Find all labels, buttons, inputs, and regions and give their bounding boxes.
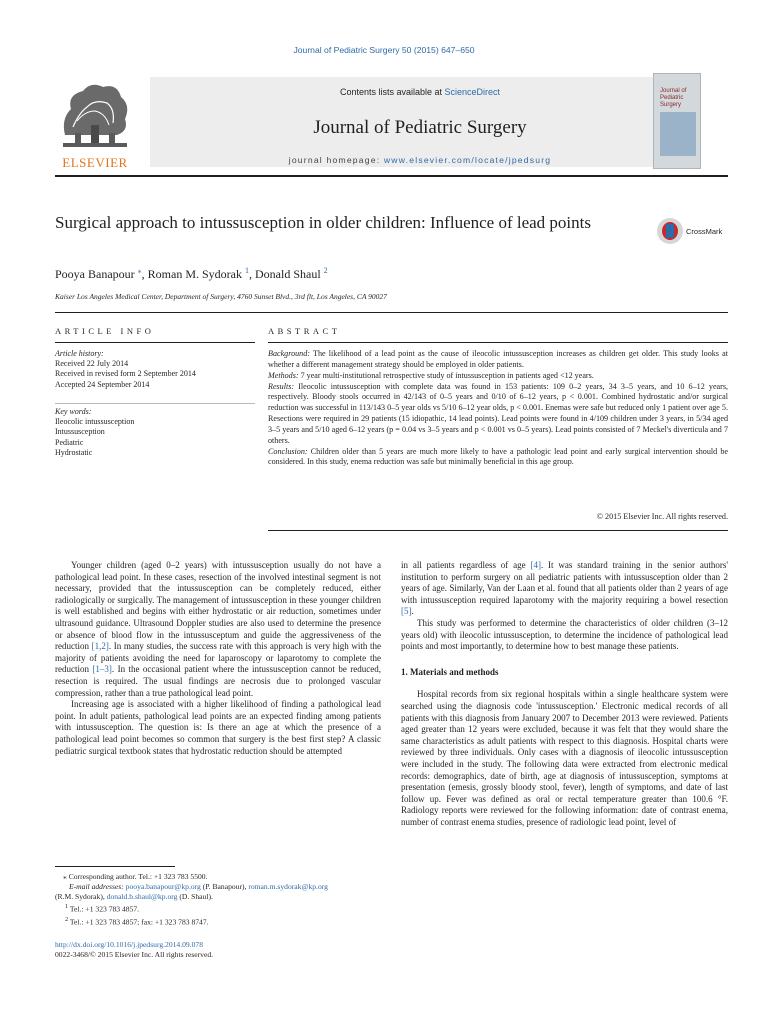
- author-1: Pooya Banapour: [55, 267, 138, 281]
- email-link[interactable]: pooya.banapour@kp.org: [125, 882, 201, 891]
- keyword-item: Intussusception: [55, 427, 105, 437]
- citation-link[interactable]: [1–3]: [92, 664, 112, 675]
- email-name: (R.M. Sydorak),: [55, 892, 107, 901]
- methods-label: Methods:: [268, 370, 299, 380]
- body-column-left: [55, 560, 381, 757]
- publisher-name: ELSEVIER: [62, 155, 128, 170]
- affiliation: Kaiser Los Angeles Medical Center, Department of Surgery, 4760 Sunset Blvd., 3rd flt, Los Angeles, CA 90027: [55, 292, 387, 301]
- citation-link[interactable]: [4]: [530, 560, 541, 570]
- history-label: Article history:: [55, 349, 104, 358]
- footnotes: [55, 872, 381, 927]
- keyword-item: Ileocolic intussusception: [55, 417, 135, 427]
- citation-link[interactable]: [5]: [401, 606, 412, 617]
- keywords-label: Key words:: [55, 407, 92, 416]
- abstract-rule: [268, 342, 728, 343]
- accepted-date: Accepted 24 September 2014: [55, 379, 150, 389]
- email-note-cont: [55, 892, 381, 902]
- results-text: Ileocolic intussusception with complete data was found in 153 patients: 109 0–2 years, 34 3–5 years, and 10 6–12 years, respectively. Bloody stools occurred in 42/143 of 0–5 years and 0/10 of 6–12 years, p < 0.001. Combined hydrostatic and/or surgical reduction was successful in 113/143 0–5 year olds vs 5/10 6–12 year olds, p < 0.001. Enemas were safe but reduced only 1 patient over age 5. Resections were required in 29 patients (15 idiopathic, 14 lead points). Lead points were found in 4/109 children under 3 years, in 5/34 aged 3–5 years and 5/10 aged 6–12 years (p = 0.04 vs 3–5 years and p < 0.001 vs 0–5 years). Lead points consisted of 7 Meckel's diverticula and 7 others.: [268, 381, 728, 445]
- doi-link[interactable]: http://dx.doi.org/10.1016/j.jpedsurg.2014.09.078: [55, 940, 204, 949]
- paragraph-text: Younger children (aged 0–2 years) with intussusception usually do not have a pathological lead point. In these cases, resection of the involved intestinal segment is not necessary, provided that the intussusception can be completely reduced, either radiologically or surgically. The management of intussusception in these younger children is well established and begins with either hydrostatic or air reduction, sometimes under ultrasound guidance. Ultrasound Doppler studies are also used to determine the presence or absence of blood flow in the intussusceptum and guide the aggressiveness of the reduction: [55, 560, 381, 652]
- fn2-mark: 2: [65, 915, 69, 923]
- email-note: [55, 882, 381, 892]
- abstract-results: [268, 382, 728, 447]
- author-list: [55, 266, 328, 282]
- footnote-2: [55, 915, 381, 928]
- corr-text: Corresponding author. Tel.: +1 323 783 5500.: [66, 872, 208, 881]
- journal-citation[interactable]: Journal of Pediatric Surgery 50 (2015) 647–650: [293, 45, 475, 55]
- masthead-box: [150, 77, 690, 167]
- journal-cover-thumbnail[interactable]: [653, 73, 701, 169]
- fn1-text: Tel.: +1 323 783 4857.: [68, 904, 140, 914]
- cover-title-line-1: Journal of: [660, 88, 687, 94]
- corresponding-author-note: [55, 872, 381, 882]
- contents-prefix: Contents lists available at: [339, 87, 445, 97]
- paragraph-text: in all patients regardless of age: [401, 560, 531, 570]
- footnote-1: [55, 902, 381, 915]
- homepage-link[interactable]: www.elsevier.com/locate/jpedsurg: [383, 155, 552, 165]
- body-paragraph: [55, 560, 381, 699]
- cover-image: [660, 112, 696, 156]
- masthead-journal-title: Journal of Pediatric Surgery: [313, 117, 527, 138]
- background-label: Background:: [268, 349, 310, 358]
- fn2-text: Tel.: +1 323 783 4857; fax: +1 323 783 8747.: [68, 917, 209, 927]
- homepage-line: [150, 155, 690, 165]
- homepage-label: journal homepage:: [288, 155, 384, 165]
- revised-date: Received in revised form 2 September 2014: [55, 369, 196, 379]
- author-2: , Roman M. Sydorak: [141, 267, 245, 281]
- author-3-mark[interactable]: 2: [323, 266, 328, 275]
- corr-mark: ⁎: [63, 872, 67, 881]
- received-date: Received 22 July 2014: [55, 359, 129, 369]
- article-info-heading: ARTICLE INFO: [55, 326, 155, 336]
- article-info-rule: [55, 342, 255, 343]
- email-name: (D. Shaul).: [177, 892, 213, 901]
- issn-line: 0022-3468/© 2015 Elsevier Inc. All rights reserved.: [55, 950, 214, 959]
- abstract-background: [268, 349, 728, 371]
- methods-text: 7 year multi-institutional retrospective study of intussusception in patients aged <12 years.: [298, 370, 594, 380]
- section-heading: 1. Materials and methods: [401, 666, 499, 677]
- footnote-rule: [55, 866, 175, 867]
- cover-title-line-2: Pediatric Surgery: [660, 95, 684, 108]
- email-name: (P. Banapour),: [200, 882, 249, 891]
- keyword-item: Pediatric: [55, 437, 84, 447]
- conclusion-label: Conclusion:: [268, 446, 308, 456]
- abstract-conclusion: [268, 447, 728, 469]
- article-title: Surgical approach to intussusception in older children: Influence of lead points: [55, 213, 591, 232]
- paragraph-text: .: [411, 606, 414, 617]
- paragraph-text: . In many studies, the success rate with this approach is very high with the majority of patients avoiding the need for laparoscopy or laparotomy to complete the reduction: [55, 641, 381, 675]
- body-paragraph: This study was performed to determine the characteristics of older children (3–12 years old) with ileocolic intussusception, to determine the incidence of pathological lead points and most importantly, to determine how to best manage these patients.: [401, 617, 728, 652]
- keyword-item: Hydrostatic: [55, 447, 93, 457]
- body-paragraph: Increasing age is associated with a higher likelihood of finding a pathological lead point. In adult patients, pathological lead points are an expected finding among patients with intussusception. The question is: Is there an age at which the presence of a pathological lead point becomes so common that surgery is the best first step? A classic pediatric surgical textbook states that hydrostatic reduction should be attempted: [55, 699, 381, 756]
- citation-link[interactable]: [1,2]: [91, 641, 109, 652]
- article-info-divider: [55, 403, 255, 404]
- paragraph-text: . It was standard training in the senior authors' institution to perform surgery on all pediatric patients with intussusception older than 2 years of age. Similarly, Van der Laan et al. found that all patients older than 2 years of age with intussusception required laparotomy with the majority requiring a bowel resection: [401, 560, 728, 605]
- author-1-mark[interactable]: ⁎: [137, 266, 142, 275]
- paragraph-text: . In the occasional patient where the intussusception cannot be reduced, resection is required. The usual findings are necrosis due to prolonged vascular compression, rather than a true pathological lead point.: [55, 664, 381, 698]
- abstract-body: [268, 349, 728, 468]
- elsevier-logo: [55, 77, 135, 169]
- conclusion-text: Children older than 5 years are much more likely to have a pathologic lead point and early surgical intervention should be considered. In this study, enema reduction was safe but minimally beneficial in this age group.: [268, 446, 728, 467]
- fn1-mark: 1: [65, 903, 69, 910]
- journal-masthead: [55, 70, 728, 169]
- crossmark-icon-blue: [666, 224, 674, 238]
- crossmark-label: CrossMark: [686, 227, 723, 236]
- masthead-rule: [55, 175, 728, 177]
- author-2-mark[interactable]: 1: [245, 266, 249, 275]
- abstract-copyright: © 2015 Elsevier Inc. All rights reserved.: [596, 512, 728, 521]
- sciencedirect-link[interactable]: ScienceDirect: [444, 87, 501, 97]
- body-column-right: [401, 560, 728, 828]
- crossmark-badge[interactable]: [657, 218, 732, 246]
- crossmark-icon: [657, 218, 683, 244]
- article-history: [55, 349, 255, 390]
- doi-block: [55, 940, 381, 960]
- email-link[interactable]: donald.b.shaul@kp.org: [106, 892, 178, 901]
- keywords: [55, 407, 255, 458]
- background-text: The likelihood of a lead point as the cause of ileocolic intussusception increases as children get older. This study looks at whether a different management strategy should be employed in older patients.: [268, 349, 728, 369]
- author-3: , Donald Shaul: [249, 267, 324, 281]
- body-paragraph: [401, 560, 728, 618]
- abstract-heading: ABSTRACT: [268, 326, 341, 336]
- abstract-bottom-rule: [268, 530, 728, 531]
- email-link[interactable]: roman.m.sydorak@kp.org: [248, 882, 328, 891]
- body-paragraph: Hospital records from six regional hospitals within a single healthcare system were searched using the diagnosis code 'intussusception.' Electronic medical records of all patients with this diagnosis from January 2007 to December 2013 were reviewed. Patients aged greater than 12 years were excluded, because it was felt that they would share the same characteristics as adult patients with respect to this diagnosis. Hospital charts were reviewed by three individuals. Only cases with a diagnosis of ileocolic intussusception were included in the study. The following data were extracted from electronic medical records: demographics, date of birth, age at diagnosis of intussusception, symptoms at presentation (emesis, grossly bloody stool, fever), length of symptoms, and date of last follow up. Fever was defined as oral or rectal temperature greater than 100.6 °F. Radiology reports were reviewed for the following information: date of contrast enema, number of contrast enema studies, presence of radiologic lead point, level of: [401, 689, 728, 827]
- contents-line: [150, 87, 690, 97]
- header-rule: [55, 312, 728, 313]
- results-label: Results:: [268, 381, 295, 391]
- cover-title: [660, 88, 700, 109]
- email-label: E-mail addresses:: [69, 882, 124, 891]
- abstract-methods: [268, 371, 728, 382]
